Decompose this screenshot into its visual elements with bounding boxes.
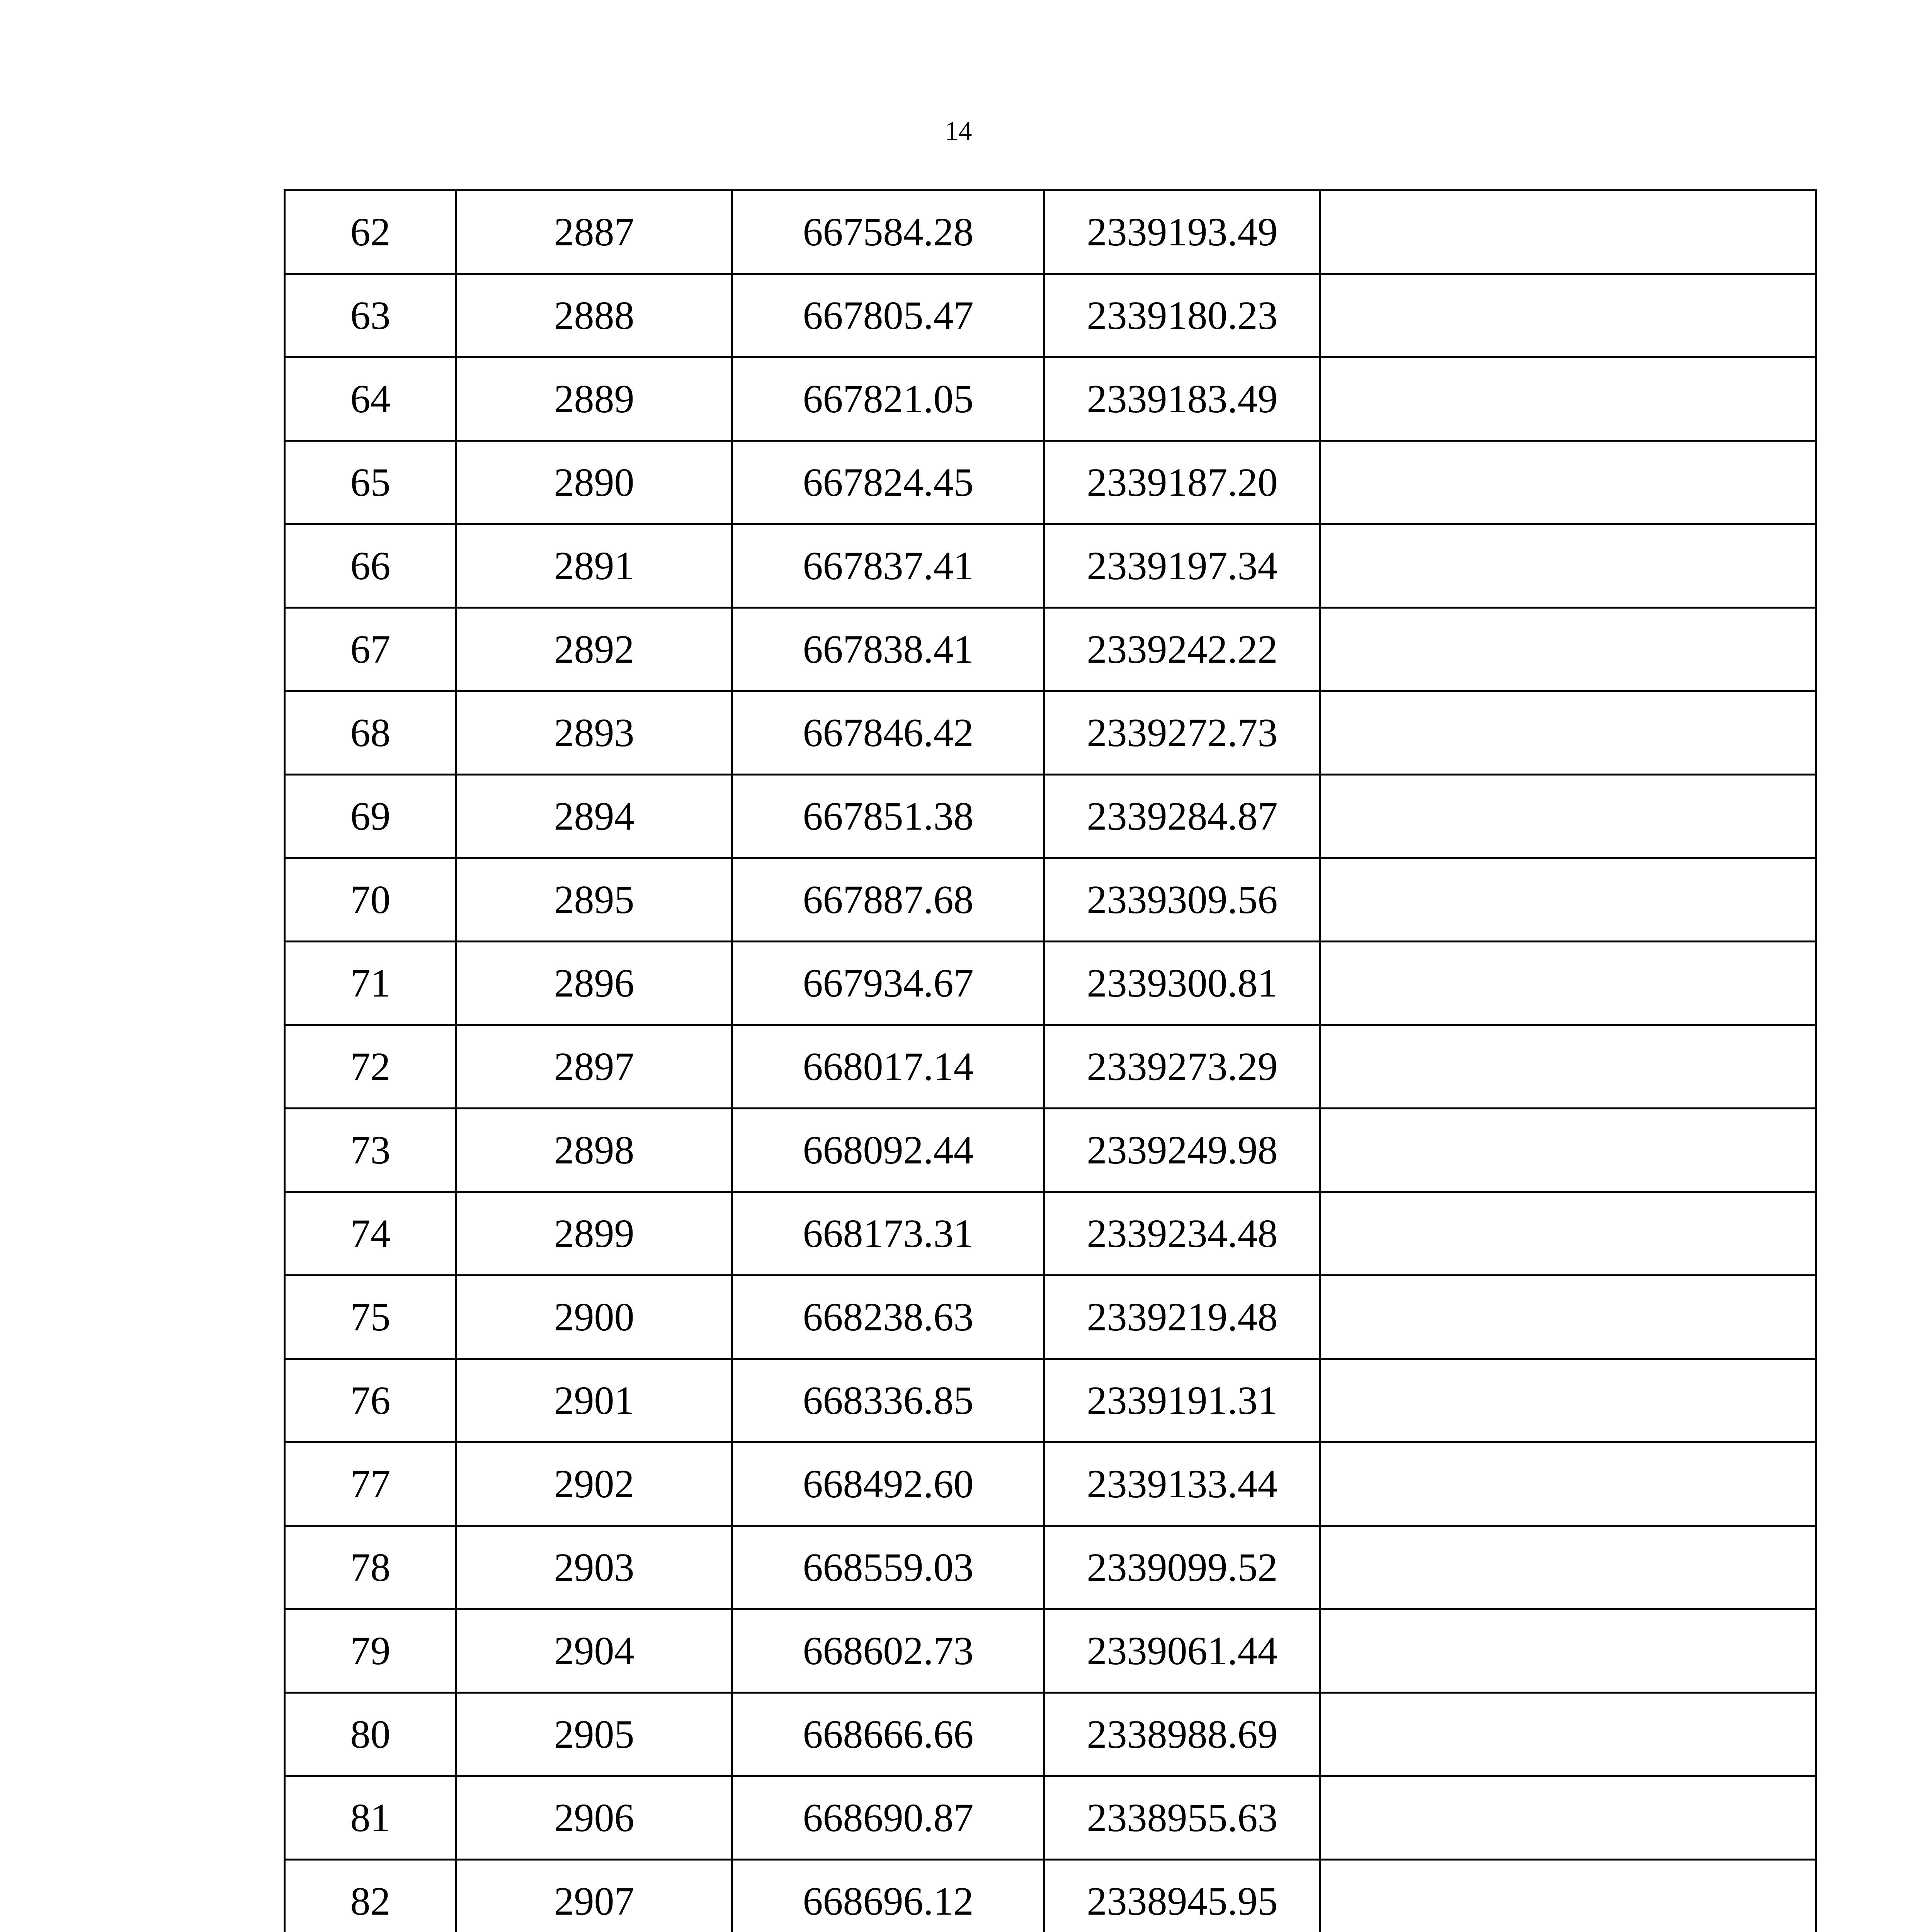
point-id-cell: 2895 <box>456 858 732 942</box>
table-row <box>285 1109 1816 1192</box>
point-id-cell: 2898 <box>456 1109 732 1192</box>
row-index-cell: 79 <box>285 1609 456 1693</box>
remark-cell <box>1320 1860 1816 1932</box>
point-id-cell: 2894 <box>456 775 732 858</box>
row-index-cell: 67 <box>285 608 456 691</box>
table-row <box>285 1693 1816 1776</box>
row-index-cell: 82 <box>285 1860 456 1932</box>
x-coordinate-cell: 668492.60 <box>732 1442 1044 1526</box>
remark-cell <box>1320 1359 1816 1442</box>
x-coordinate-cell: 667934.67 <box>732 942 1044 1025</box>
x-coordinate-cell: 667824.45 <box>732 441 1044 524</box>
point-id-cell: 2889 <box>456 357 732 441</box>
row-index-cell: 78 <box>285 1526 456 1609</box>
y-coordinate-cell: 2339099.52 <box>1044 1526 1320 1609</box>
table-row <box>285 1609 1816 1693</box>
row-index-cell: 69 <box>285 775 456 858</box>
point-id-cell: 2900 <box>456 1276 732 1359</box>
point-id-cell: 2892 <box>456 608 732 691</box>
x-coordinate-cell: 668690.87 <box>732 1776 1044 1860</box>
row-index-cell: 81 <box>285 1776 456 1860</box>
point-id-cell: 2891 <box>456 524 732 608</box>
y-coordinate-cell: 2339309.56 <box>1044 858 1320 942</box>
remark-cell <box>1320 274 1816 357</box>
y-coordinate-cell: 2339284.87 <box>1044 775 1320 858</box>
y-coordinate-cell: 2339061.44 <box>1044 1609 1320 1693</box>
remark-cell <box>1320 1609 1816 1693</box>
row-index-cell: 77 <box>285 1442 456 1526</box>
table-row <box>285 1025 1816 1109</box>
page-number: 14 <box>945 116 972 146</box>
row-index-cell: 76 <box>285 1359 456 1442</box>
y-coordinate-cell: 2339242.22 <box>1044 608 1320 691</box>
y-coordinate-cell: 2339180.23 <box>1044 274 1320 357</box>
y-coordinate-cell: 2339300.81 <box>1044 942 1320 1025</box>
table-row <box>285 942 1816 1025</box>
table-row <box>285 1359 1816 1442</box>
point-id-cell: 2907 <box>456 1860 732 1932</box>
x-coordinate-cell: 667887.68 <box>732 858 1044 942</box>
row-index-cell: 62 <box>285 190 456 274</box>
remark-cell <box>1320 1192 1816 1276</box>
y-coordinate-cell: 2339219.48 <box>1044 1276 1320 1359</box>
x-coordinate-cell: 668602.73 <box>732 1609 1044 1693</box>
x-coordinate-cell: 668092.44 <box>732 1109 1044 1192</box>
table-row <box>285 608 1816 691</box>
remark-cell <box>1320 1526 1816 1609</box>
remark-cell <box>1320 357 1816 441</box>
row-index-cell: 66 <box>285 524 456 608</box>
y-coordinate-cell: 2339183.49 <box>1044 357 1320 441</box>
table-row <box>285 1442 1816 1526</box>
y-coordinate-cell: 2339234.48 <box>1044 1192 1320 1276</box>
point-id-cell: 2896 <box>456 942 732 1025</box>
x-coordinate-cell: 668696.12 <box>732 1860 1044 1932</box>
remark-cell <box>1320 1276 1816 1359</box>
remark-cell <box>1320 1693 1816 1776</box>
point-id-cell: 2893 <box>456 691 732 775</box>
x-coordinate-cell: 668017.14 <box>732 1025 1044 1109</box>
remark-cell <box>1320 942 1816 1025</box>
remark-cell <box>1320 441 1816 524</box>
remark-cell <box>1320 524 1816 608</box>
x-coordinate-cell: 668559.03 <box>732 1526 1044 1609</box>
row-index-cell: 72 <box>285 1025 456 1109</box>
table-row <box>285 524 1816 608</box>
point-id-cell: 2897 <box>456 1025 732 1109</box>
x-coordinate-cell: 667846.42 <box>732 691 1044 775</box>
remark-cell <box>1320 1109 1816 1192</box>
table-row <box>285 274 1816 357</box>
table-row <box>285 691 1816 775</box>
row-index-cell: 80 <box>285 1693 456 1776</box>
y-coordinate-cell: 2339193.49 <box>1044 190 1320 274</box>
point-id-cell: 2888 <box>456 274 732 357</box>
point-id-cell: 2887 <box>456 190 732 274</box>
remark-cell <box>1320 1025 1816 1109</box>
table-row <box>285 1776 1816 1860</box>
remark-cell <box>1320 608 1816 691</box>
table-row <box>285 775 1816 858</box>
point-id-cell: 2899 <box>456 1192 732 1276</box>
y-coordinate-cell: 2338988.69 <box>1044 1693 1320 1776</box>
y-coordinate-cell: 2339133.44 <box>1044 1442 1320 1526</box>
remark-cell <box>1320 775 1816 858</box>
x-coordinate-cell: 667837.41 <box>732 524 1044 608</box>
x-coordinate-cell: 667584.28 <box>732 190 1044 274</box>
row-index-cell: 75 <box>285 1276 456 1359</box>
table-row <box>285 858 1816 942</box>
point-id-cell: 2901 <box>456 1359 732 1442</box>
point-id-cell: 2902 <box>456 1442 732 1526</box>
x-coordinate-cell: 668238.63 <box>732 1276 1044 1359</box>
y-coordinate-cell: 2339273.29 <box>1044 1025 1320 1109</box>
coordinate-table <box>284 189 1817 1932</box>
row-index-cell: 64 <box>285 357 456 441</box>
point-id-cell: 2905 <box>456 1693 732 1776</box>
remark-cell <box>1320 691 1816 775</box>
y-coordinate-cell: 2339272.73 <box>1044 691 1320 775</box>
y-coordinate-cell: 2339191.31 <box>1044 1359 1320 1442</box>
remark-cell <box>1320 1442 1816 1526</box>
point-id-cell: 2890 <box>456 441 732 524</box>
x-coordinate-cell: 667805.47 <box>732 274 1044 357</box>
x-coordinate-cell: 668666.66 <box>732 1693 1044 1776</box>
x-coordinate-cell: 668173.31 <box>732 1192 1044 1276</box>
row-index-cell: 63 <box>285 274 456 357</box>
remark-cell <box>1320 1776 1816 1860</box>
table-row <box>285 190 1816 274</box>
row-index-cell: 65 <box>285 441 456 524</box>
table-row <box>285 1276 1816 1359</box>
coordinate-table-body <box>285 190 1816 1932</box>
x-coordinate-cell: 667838.41 <box>732 608 1044 691</box>
row-index-cell: 71 <box>285 942 456 1025</box>
remark-cell <box>1320 190 1816 274</box>
table-row <box>285 1192 1816 1276</box>
row-index-cell: 68 <box>285 691 456 775</box>
table-row <box>285 441 1816 524</box>
y-coordinate-cell: 2338955.63 <box>1044 1776 1320 1860</box>
point-id-cell: 2903 <box>456 1526 732 1609</box>
point-id-cell: 2904 <box>456 1609 732 1693</box>
table-row <box>285 1860 1816 1932</box>
y-coordinate-cell: 2339249.98 <box>1044 1109 1320 1192</box>
x-coordinate-cell: 667851.38 <box>732 775 1044 858</box>
y-coordinate-cell: 2339187.20 <box>1044 441 1320 524</box>
x-coordinate-cell: 668336.85 <box>732 1359 1044 1442</box>
table-row <box>285 1526 1816 1609</box>
y-coordinate-cell: 2338945.95 <box>1044 1860 1320 1932</box>
remark-cell <box>1320 858 1816 942</box>
table-row <box>285 357 1816 441</box>
row-index-cell: 74 <box>285 1192 456 1276</box>
row-index-cell: 73 <box>285 1109 456 1192</box>
point-id-cell: 2906 <box>456 1776 732 1860</box>
y-coordinate-cell: 2339197.34 <box>1044 524 1320 608</box>
x-coordinate-cell: 667821.05 <box>732 357 1044 441</box>
row-index-cell: 70 <box>285 858 456 942</box>
